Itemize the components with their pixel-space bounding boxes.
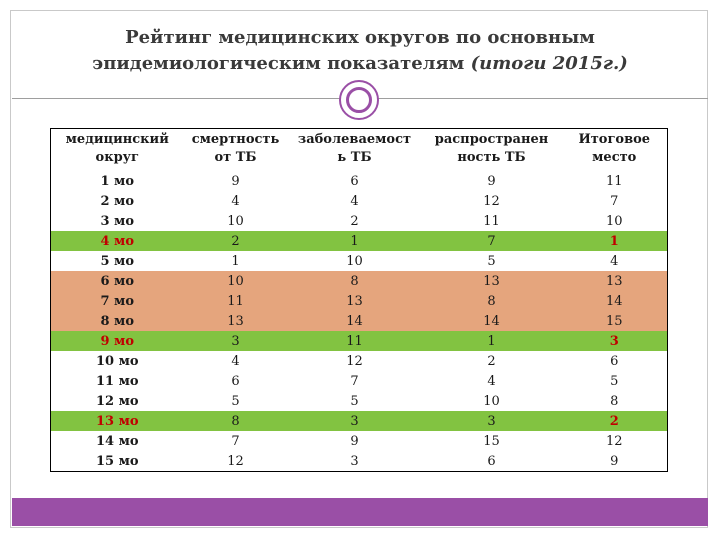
header-incidence [288, 129, 422, 172]
cell-final-rank: 1 [562, 231, 668, 251]
table-row [51, 211, 668, 231]
cell-final-rank: 9 [610, 453, 619, 469]
cell-okrug: 12 мо [95, 393, 139, 409]
table-row [51, 431, 668, 451]
header-okrug-line-2: округ [95, 150, 139, 165]
cell-prevalence: 13 [422, 271, 562, 291]
table-row [51, 451, 668, 472]
title-line-2-main: эпидемиологическим показателям [92, 53, 465, 74]
cell-okrug: 13 мо [51, 411, 184, 431]
cell-incidence: 8 [288, 271, 422, 291]
cell-incidence: 1 [288, 231, 422, 251]
header-mortality-line-2: от ТБ [214, 150, 257, 165]
cell-okrug: 5 мо [100, 253, 135, 269]
cell-okrug: 11 мо [95, 373, 139, 389]
cell-mortality: 11 [184, 291, 288, 311]
header-final-rank-line-1: Итоговое [578, 132, 651, 147]
cell-final-rank: 2 [562, 411, 668, 431]
cell-okrug: 8 мо [51, 311, 184, 331]
cell-incidence: 2 [350, 213, 359, 229]
table-row [51, 411, 668, 431]
cell-prevalence: 2 [487, 353, 496, 369]
cell-final-rank: 7 [610, 193, 619, 209]
cell-final-rank: 4 [610, 253, 619, 269]
cell-final-rank: 12 [605, 433, 623, 449]
cell-final-rank: 8 [610, 393, 619, 409]
header-mortality [184, 129, 288, 172]
cell-mortality: 9 [231, 173, 240, 189]
cell-incidence: 3 [350, 453, 359, 469]
cell-incidence: 7 [350, 373, 359, 389]
cell-final-rank: 15 [562, 311, 668, 331]
cell-okrug: 10 мо [95, 353, 139, 369]
table-row [51, 191, 668, 211]
cell-mortality: 10 [184, 271, 288, 291]
header-prevalence [422, 129, 562, 172]
cell-incidence: 9 [350, 433, 359, 449]
circle-ornament-inner [346, 87, 372, 113]
cell-incidence: 12 [346, 353, 363, 369]
cell-prevalence: 1 [422, 331, 562, 351]
cell-mortality: 4 [231, 193, 240, 209]
rating-table [50, 128, 668, 472]
header-incidence-line-1: заболеваемост [297, 132, 412, 147]
header-okrug [51, 129, 184, 172]
cell-mortality: 4 [231, 353, 240, 369]
cell-incidence: 4 [350, 193, 359, 209]
cell-okrug: 15 мо [95, 453, 139, 469]
cell-okrug: 2 мо [100, 193, 135, 209]
header-mortality-line-1: смертность [191, 132, 280, 147]
cell-incidence: 3 [288, 411, 422, 431]
cell-okrug: 7 мо [51, 291, 184, 311]
cell-final-rank: 5 [610, 373, 619, 389]
cell-incidence: 11 [288, 331, 422, 351]
cell-mortality: 8 [184, 411, 288, 431]
table-row [51, 251, 668, 271]
header-final-rank [562, 129, 668, 172]
cell-incidence: 13 [288, 291, 422, 311]
cell-okrug: 4 мо [51, 231, 184, 251]
header-okrug-line-1: медицинский [65, 132, 169, 147]
table-row [51, 371, 668, 391]
cell-mortality: 13 [184, 311, 288, 331]
cell-final-rank: 14 [562, 291, 668, 311]
title-line-1: Рейтинг медицинских округов по основным [125, 27, 595, 48]
cell-mortality: 7 [231, 433, 240, 449]
cell-prevalence: 7 [422, 231, 562, 251]
cell-mortality: 3 [184, 331, 288, 351]
slide-title [12, 25, 708, 77]
header-final-rank-line-2: место [592, 150, 637, 165]
cell-incidence: 10 [346, 253, 363, 269]
cell-okrug: 6 мо [51, 271, 184, 291]
cell-prevalence: 6 [487, 453, 496, 469]
cell-incidence: 5 [350, 393, 359, 409]
header-prevalence-line-2: ность ТБ [457, 150, 526, 165]
title-period: (итоги 2015г.) [470, 53, 628, 74]
cell-mortality: 6 [231, 373, 240, 389]
table-row [51, 311, 668, 331]
cell-prevalence: 14 [422, 311, 562, 331]
cell-prevalence: 5 [487, 253, 496, 269]
cell-final-rank: 3 [562, 331, 668, 351]
table-row [51, 271, 668, 291]
cell-mortality: 5 [231, 393, 240, 409]
table-row [51, 291, 668, 311]
table-row [51, 171, 668, 191]
table-row [51, 351, 668, 371]
cell-prevalence: 15 [483, 433, 500, 449]
cell-okrug: 9 мо [51, 331, 184, 351]
cell-final-rank: 13 [562, 271, 668, 291]
cell-final-rank: 6 [610, 353, 619, 369]
cell-okrug: 3 мо [100, 213, 135, 229]
cell-final-rank: 11 [605, 173, 623, 189]
header-prevalence-line-1: распространен [434, 132, 549, 147]
cell-prevalence: 11 [483, 213, 500, 229]
cell-okrug: 14 мо [95, 433, 139, 449]
table-row [51, 331, 668, 351]
cell-final-rank: 10 [605, 213, 623, 229]
table-row [51, 231, 668, 251]
table-row [51, 391, 668, 411]
header-incidence-line-2: ь ТБ [337, 150, 372, 165]
cell-incidence: 14 [288, 311, 422, 331]
cell-prevalence: 12 [483, 193, 500, 209]
circle-ornament-icon [339, 80, 379, 120]
cell-prevalence: 9 [487, 173, 496, 189]
cell-okrug: 1 мо [100, 173, 135, 189]
cell-prevalence: 4 [487, 373, 496, 389]
cell-prevalence: 10 [483, 393, 500, 409]
title-line-2 [12, 51, 708, 77]
cell-prevalence: 8 [422, 291, 562, 311]
footer-accent-bar [12, 498, 708, 526]
table-header-row [51, 129, 668, 172]
cell-mortality: 1 [231, 253, 240, 269]
cell-prevalence: 3 [422, 411, 562, 431]
cell-incidence: 6 [350, 173, 359, 189]
cell-mortality: 2 [184, 231, 288, 251]
rating-table-body [51, 171, 668, 472]
cell-mortality: 12 [227, 453, 244, 469]
cell-mortality: 10 [227, 213, 244, 229]
